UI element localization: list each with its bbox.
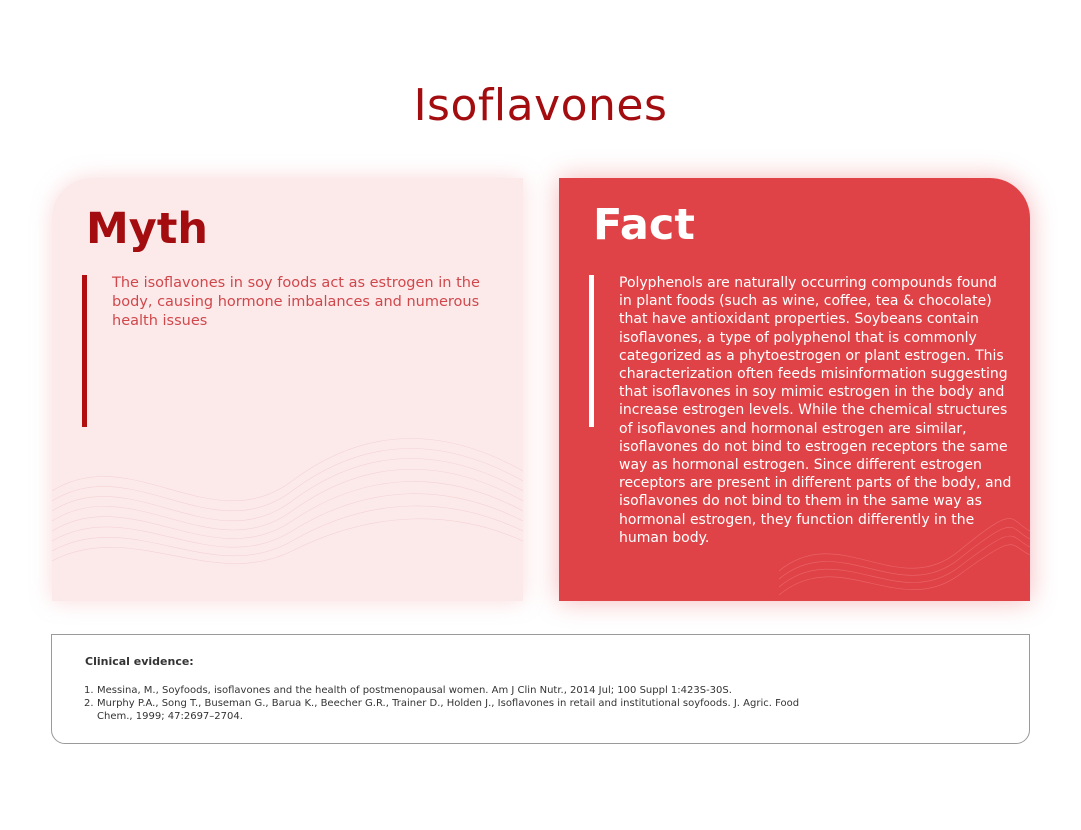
fact-heading: Fact: [593, 200, 695, 250]
myth-accent-bar: [82, 275, 87, 427]
myth-heading: Myth: [86, 204, 208, 254]
myth-card: [52, 178, 523, 601]
evidence-item: [84, 697, 857, 723]
evidence-item-number: 1.: [84, 685, 94, 696]
wave-pattern-decoration: [52, 401, 523, 601]
fact-text: Polyphenols are naturally occurring compounds found in plant foods (such as wine, coffee, tea & chocolate) that have antioxidant properties. Soybeans contain isoflavones, a type of polyphenol that is commonly categorized as a phytoestrogen or plant estrogen. This characterization often feeds misinformation suggesting that isoflavones in soy mimic estrogen in the body and increase estrogen levels. While the chemical structures of isoflavones and hormonal estrogen are similar, isoflavones do not bind to estrogen receptors the same way as hormonal estrogen. Since different estrogen receptors are present in different parts of the body, and isoflavones do not bind to them in the same way as hormonal estrogen, they function differently in the human body.: [619, 275, 1012, 546]
myth-text: The isoflavones in soy foods act as estrogen in the body, causing hormone imbalances and numerous health issues: [112, 275, 480, 329]
evidence-title: Clinical evidence:: [85, 655, 194, 668]
evidence-list: [84, 684, 857, 723]
evidence-item-text: Murphy P.A., Song T., Buseman G., Barua K., Beecher G.R., Trainer D., Holden J., Isoflavones in retail and institutional soyfoods. J. Agric. Food Chem., 1999; 47:2697–2704.: [97, 698, 800, 722]
fact-accent-bar: [589, 275, 594, 427]
fact-card: [559, 178, 1030, 601]
evidence-item: [84, 684, 857, 697]
evidence-item-text: Messina, M., Soyfoods, isoflavones and the health of postmenopausal women. Am J Clin Nutr., 2014 Jul; 100 Suppl 1:423S-30S.: [97, 685, 732, 696]
evidence-item-number: 2.: [84, 698, 94, 709]
clinical-evidence-box: [51, 634, 1030, 744]
page-title: Isoflavones: [413, 80, 668, 131]
